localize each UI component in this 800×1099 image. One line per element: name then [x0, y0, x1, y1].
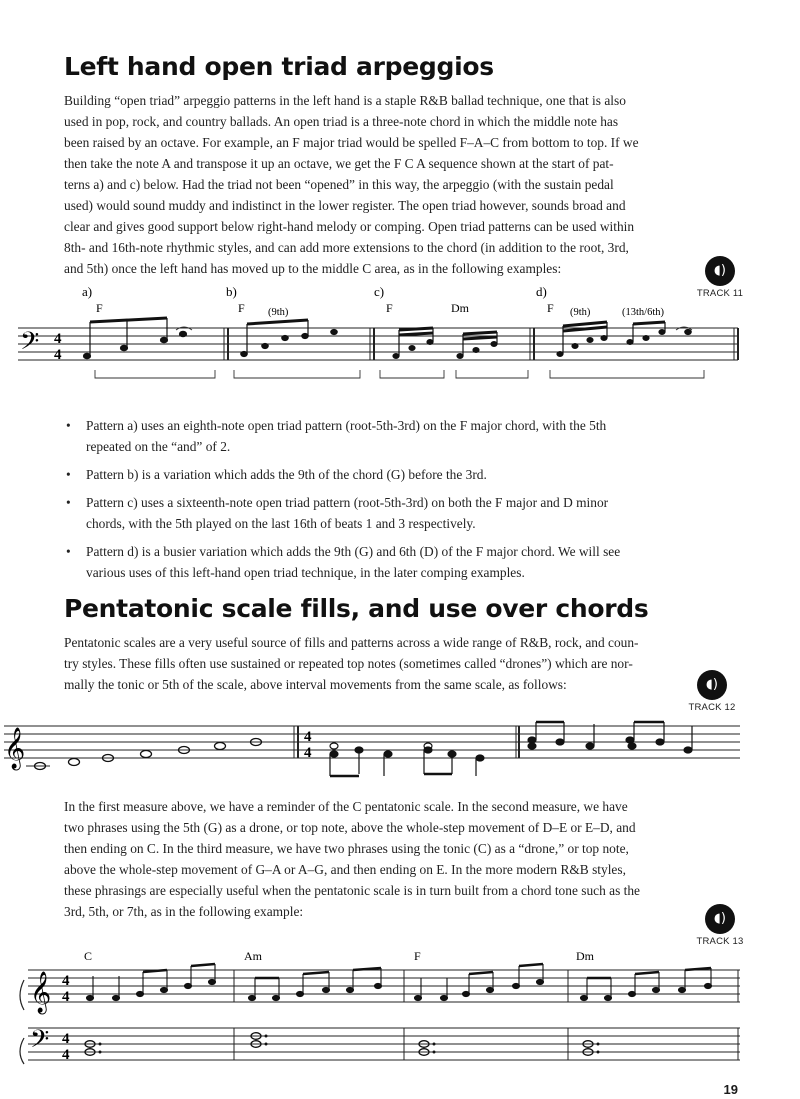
- track-12-badge[interactable]: [682, 670, 742, 713]
- time-sig-top: 4: [62, 973, 70, 989]
- extension-label: (9th): [268, 307, 289, 318]
- chord-symbol: F: [414, 949, 421, 963]
- text-line: Building “open triad” arpeggio patterns in the left hand is a staple R&B ballad technique, one that is also: [64, 93, 626, 108]
- time-sig-bottom: 4: [304, 745, 312, 761]
- section-title-open-triad: Left hand open triad arpeggios: [64, 52, 494, 81]
- bullet-marker: •: [66, 544, 71, 559]
- extension-label: (9th): [570, 307, 591, 318]
- bullet-marker: •: [66, 467, 71, 482]
- section-title-pentatonic: Pentatonic scale fills, and use over chords: [64, 594, 649, 623]
- text-line: repeated on the “and” of 2.: [86, 439, 231, 454]
- treble-clef: 𝄞: [30, 972, 52, 1012]
- text-line: chords, with the 5th played on the last 16th of beats 1 and 3 respectively.: [86, 516, 476, 531]
- track-label: TRACK 11: [696, 288, 744, 299]
- list-item: [64, 415, 744, 457]
- pattern-label-d: d): [536, 284, 547, 299]
- pattern-label-b: b): [226, 284, 237, 299]
- pattern-notes-list: [64, 415, 744, 590]
- text-line: mally the tonic or 5th of the scale, above interval movements from the same scale, as follows:: [64, 677, 567, 692]
- text-line: been raised by an octave. For example, an F major triad would be spelled F–A–C from bottom to top. If we: [64, 135, 639, 150]
- audio-cd-icon: ◖): [705, 256, 735, 286]
- text-line: Pentatonic scales are a very useful source of fills and patterns across a wide range of R&B, rock, and coun-: [64, 635, 639, 650]
- text-line: 3rd, 5th, or 7th, as in the following example:: [64, 904, 304, 919]
- treble-clef: 𝄞: [4, 728, 26, 768]
- chord-symbol: C: [84, 949, 93, 963]
- audio-cd-icon: ◖): [705, 904, 735, 934]
- bullet-marker: •: [66, 418, 71, 433]
- list-item: [64, 464, 744, 485]
- text-line: clear and gives good support below right-hand melody or comping. Open triad patterns can be used within: [64, 219, 635, 234]
- track-label: TRACK 13: [696, 936, 744, 947]
- paragraph-open-triad: [64, 90, 736, 279]
- pattern-label-c: c): [374, 284, 385, 299]
- text-line: 8th- and 16th-note rhythmic styles, and can add more extensions to the chord (in addition to the root, 3rd,: [64, 240, 629, 255]
- time-sig-top: 4: [54, 331, 62, 347]
- text-line: Pattern c) uses a sixteenth-note open triad pattern (root-5th-3rd) on both the F major and D minor: [86, 495, 609, 510]
- time-sig-bottom: 4: [62, 989, 70, 1005]
- time-sig-top: 4: [304, 729, 312, 745]
- paragraph-pentatonic: [64, 632, 736, 695]
- text-line: try styles. These fills often use sustained or repeated top notes (sometimes called “drones”) which are nor-: [64, 656, 633, 671]
- music-example-pentatonic: [0, 716, 800, 796]
- pattern-label-a: a): [82, 284, 93, 299]
- bass-clef: 𝄢: [30, 1026, 50, 1059]
- list-item: [64, 541, 744, 583]
- text-line: In the first measure above, we have a reminder of the C pentatonic scale. In the second measure, we have: [64, 799, 628, 814]
- chord-symbol: F: [96, 301, 103, 315]
- time-sig-bottom: 4: [62, 1047, 70, 1063]
- chord-symbol: F: [547, 301, 554, 315]
- chord-symbol: F: [238, 301, 245, 315]
- text-line: above the whole-step movement of G–A or A–G, and then ending on E. In the more modern R&B styles,: [64, 862, 626, 877]
- text-line: Pattern d) is a busier variation which adds the 9th (G) and 6th (D) of the F major chord. We will see: [86, 544, 621, 559]
- page-number: 19: [723, 1082, 738, 1097]
- extension-label: (13th/6th): [622, 307, 664, 318]
- text-line: terns a) and c) below. Had the triad not been “opened” in this way, the arpeggio (with the sustain pedal: [64, 177, 614, 192]
- chord-symbol: F: [386, 301, 393, 315]
- text-line: used in pop, rock, and country ballads. An open triad is a three-note chord in which the middle note has: [64, 114, 619, 129]
- text-line: Pattern b) is a variation which adds the 9th of the chord (G) before the 3rd.: [86, 467, 487, 482]
- bullet-marker: •: [66, 495, 71, 510]
- chord-symbol: Dm: [576, 949, 594, 963]
- text-line: and 5th) once the left hand has moved up to the middle C area, as in the following examples:: [64, 261, 562, 276]
- text-line: used) would sound muddy and indistinct in the lower register. The open triad however, sounds broad and: [64, 198, 626, 213]
- text-line: Pattern a) uses an eighth-note open triad pattern (root-5th-3rd) on the F major chord, with the 5th: [86, 418, 607, 433]
- text-line: two phrases using the 5th (G) as a drone, or top note, above the whole-step movement of D–E or E–D, and: [64, 820, 636, 835]
- bass-clef: 𝄢: [20, 328, 40, 361]
- time-sig-bottom: 4: [54, 347, 62, 363]
- paragraph-pentatonic-explanation: [64, 796, 736, 922]
- text-line: these phrasings are especially useful when the pentatonic scale is in turn built from a chord tone such as the: [64, 883, 640, 898]
- text-line: various uses of this left-hand open triad technique, in the later comping examples.: [86, 565, 525, 580]
- audio-cd-icon: ◖): [697, 670, 727, 700]
- time-sig-top: 4: [62, 1031, 70, 1047]
- chord-symbol: Dm: [451, 301, 469, 315]
- track-label: TRACK 12: [688, 702, 736, 713]
- list-item: [64, 492, 744, 534]
- chord-symbol: Am: [244, 949, 262, 963]
- music-example-open-triads: [0, 282, 800, 392]
- music-example-chord-tones: [0, 940, 800, 1070]
- text-line: then ending on C. In the third measure, we have two phrases using the tonic (C) as a “drone,” or top note,: [64, 841, 629, 856]
- text-line: then take the note A and transpose it up an octave, we get the F C A sequence shown at the start of pat-: [64, 156, 614, 171]
